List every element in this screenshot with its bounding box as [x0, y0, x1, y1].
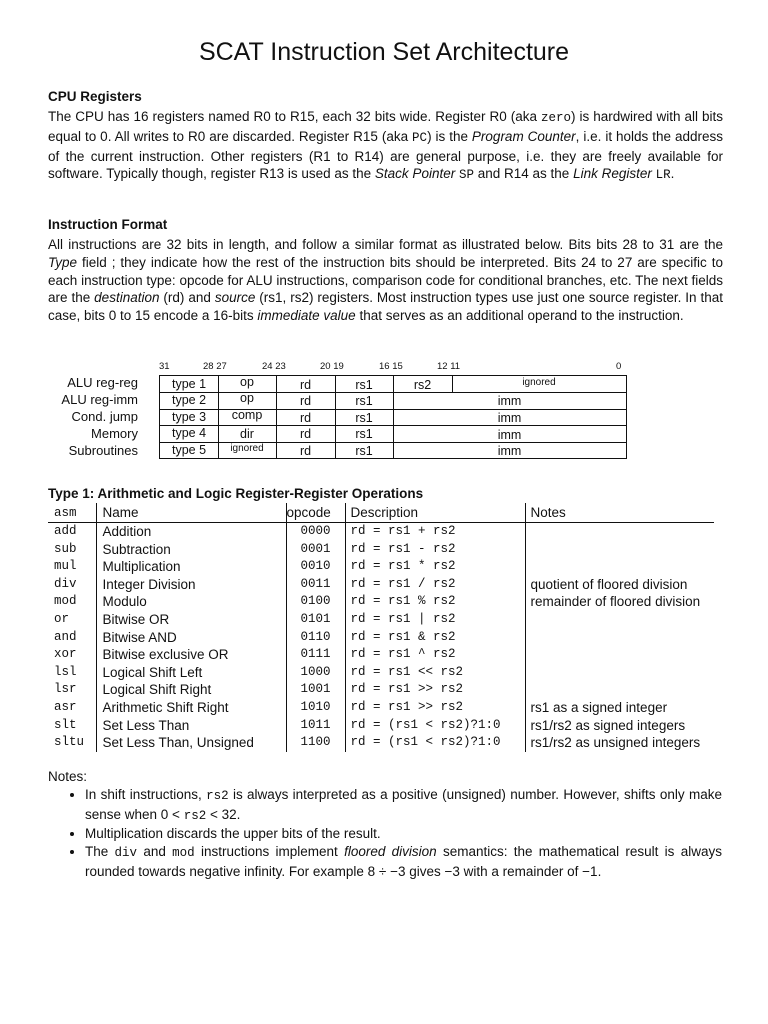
cell-notes — [525, 611, 714, 629]
cell-asm: and — [54, 629, 77, 644]
field-rd: rd — [299, 394, 312, 408]
table-row — [48, 523, 714, 541]
table-row — [48, 558, 714, 576]
cell-name: Bitwise OR — [96, 611, 286, 629]
list-item — [85, 786, 722, 826]
field-rd: rd — [299, 378, 312, 392]
cell-desc: rd = (rs1 < rs2)?1:0 — [345, 734, 525, 752]
notes-section — [48, 768, 722, 881]
field-imm: imm — [497, 428, 522, 442]
cell-opcode: 0001 — [286, 541, 345, 559]
cell-asm: sltu — [54, 735, 85, 750]
field-type: type 1 — [171, 377, 207, 391]
field-rs2: rs2 — [413, 378, 432, 392]
field-rs1: rs1 — [355, 378, 373, 392]
cell-desc: rd = (rs1 < rs2)?1:0 — [345, 717, 525, 735]
field-dir: dir — [240, 427, 254, 441]
field-rs1: rs1 — [355, 444, 373, 458]
cell-notes — [525, 646, 714, 664]
bit-label: 31 — [159, 361, 170, 372]
cell-notes — [525, 523, 714, 541]
table-row — [48, 611, 714, 629]
code-sp: SP — [458, 168, 474, 183]
cell-desc: rd = rs1 << rs2 — [345, 664, 525, 682]
field-rs1: rs1 — [355, 427, 373, 441]
table-row — [48, 576, 714, 594]
cell-asm: lsr — [54, 682, 77, 697]
instruction-format-heading: Instruction Format — [48, 217, 168, 232]
cell-desc: rd = rs1 ^ rs2 — [345, 646, 525, 664]
column-header: Name — [96, 503, 286, 523]
cell-name: Addition — [96, 523, 286, 541]
instruction-format-diagram — [159, 375, 627, 459]
type1-heading: Type 1: Arithmetic and Logic Register-Register Operations — [48, 486, 424, 501]
cell-opcode: 0010 — [286, 558, 345, 576]
table-row — [48, 681, 714, 699]
instruction-format-section — [48, 216, 723, 325]
bit-label: 24 23 — [262, 361, 286, 372]
field-comp: comp — [231, 408, 263, 422]
cell-asm: div — [54, 576, 77, 591]
format-row-label: ALU reg-imm — [61, 392, 138, 407]
table-row — [48, 541, 714, 559]
text: and R14 as the — [474, 166, 574, 182]
type1-table-body — [48, 523, 714, 752]
bit-label: 28 27 — [203, 361, 227, 372]
cell-notes: rs1 as a signed integer — [525, 699, 714, 717]
text: , i.e. it holds the address of the current instruction. Other registers (R1 to R14) are general purpose, i.e. they are freely available for software. Typically though, register R13 is used as the — [48, 128, 723, 182]
bit-label: 20 19 — [320, 361, 344, 372]
table-header-row — [48, 503, 714, 523]
cell-desc: rd = rs1 & rs2 — [345, 629, 525, 647]
cell-name: Logical Shift Right — [96, 681, 286, 699]
format-row-label: ALU reg-reg — [67, 375, 138, 390]
term-floored-division: floored division — [344, 844, 437, 860]
bit-label: 16 15 — [379, 361, 403, 372]
cell-opcode: 0100 — [286, 593, 345, 611]
cell-name: Modulo — [96, 593, 286, 611]
cell-name: Arithmetic Shift Right — [96, 699, 286, 717]
term-destination: destination — [94, 290, 160, 306]
cell-opcode: 0111 — [286, 646, 345, 664]
cell-name: Bitwise AND — [96, 629, 286, 647]
cell-notes: rs1/rs2 as unsigned integers — [525, 734, 714, 752]
list-item — [85, 843, 722, 881]
text: The CPU has 16 registers named R0 to R15, each 32 bits wide. Register R0 (aka — [48, 109, 541, 124]
field-type: type 5 — [171, 443, 207, 457]
code-zero: zero — [541, 111, 572, 125]
text: is always interpreted as a positive (unsigned) number. However, shifts only make sense when 0 < — [85, 786, 722, 822]
code-rs2: rs2 — [206, 788, 229, 803]
term-program-counter: Program Counter — [471, 128, 576, 144]
text: field ; they indicate how the rest of the instruction bits should be interpreted. Bits 24 to 27 are specific to each instruction type: opcode for ALU instructions, comparison code for conditional branches, etc. The next fields are the — [48, 254, 723, 306]
format-row-label: Memory — [91, 426, 138, 441]
text: (rs1, rs2) registers. Most instruction types use just one source register. In that case, bits 0 to 15 encode a 16-bits — [48, 290, 723, 324]
term-link-register: Link Register — [573, 166, 652, 182]
cell-asm: or — [54, 611, 70, 626]
cell-opcode: 0011 — [286, 576, 345, 594]
cell-notes: rs1/rs2 as signed integers — [525, 717, 714, 735]
cpu-registers-paragraph — [48, 108, 723, 185]
table-row — [48, 664, 714, 682]
cell-opcode: 1100 — [286, 734, 345, 752]
cpu-registers-heading: CPU Registers — [48, 89, 142, 104]
cell-opcode: 0000 — [286, 523, 345, 541]
column-header: opcode — [286, 503, 345, 523]
text: (rd) and — [159, 290, 215, 306]
cell-opcode: 1000 — [286, 664, 345, 682]
field-ignored: ignored — [522, 377, 556, 388]
field-type: type 4 — [171, 426, 207, 440]
text: instructions implement — [194, 844, 345, 860]
cell-desc: rd = rs1 - rs2 — [345, 541, 525, 559]
text: ) is hardwired with all bits equal to 0. All writes to R0 are discarded. Register R15 (aka — [48, 109, 723, 144]
cell-notes — [525, 629, 714, 647]
text: semantics: the mathematical result is always rounded towards negative infinity. For example 8 ÷ −3 gives −3 with a remainder of −1. — [85, 844, 722, 879]
term-type: Type — [48, 254, 78, 270]
cell-name: Multiplication — [96, 558, 286, 576]
table-row — [48, 593, 714, 611]
cell-asm: mod — [54, 594, 77, 609]
cell-asm: sub — [54, 541, 77, 556]
field-type: type 3 — [171, 410, 207, 424]
cell-notes — [525, 558, 714, 576]
code-rs2: rs2 — [183, 808, 207, 823]
term-stack-pointer: Stack Pointer — [374, 166, 456, 182]
cell-asm: mul — [54, 559, 77, 574]
cell-notes: quotient of floored division — [525, 576, 714, 594]
text: ) is the — [427, 128, 472, 144]
code-lr: LR — [655, 168, 671, 183]
bit-label: 12 11 — [437, 361, 461, 372]
field-type: type 2 — [171, 393, 207, 407]
text: . — [670, 166, 675, 182]
table-row — [48, 646, 714, 664]
page-title: SCAT Instruction Set Architecture — [198, 38, 570, 66]
cell-asm: xor — [54, 647, 77, 662]
notes-list — [48, 786, 722, 881]
cell-name: Integer Division — [96, 576, 286, 594]
format-row-label: Subroutines — [68, 443, 138, 458]
cell-opcode: 1001 — [286, 681, 345, 699]
cell-desc: rd = rs1 + rs2 — [345, 523, 525, 541]
column-header: asm — [48, 503, 96, 523]
table-row — [48, 734, 714, 752]
code-pc: PC — [412, 130, 428, 145]
field-op: op — [240, 391, 254, 405]
column-header: Notes — [525, 503, 714, 523]
cell-asm: asr — [54, 699, 77, 714]
text: that serves as an additional operand to the instruction. — [355, 308, 684, 324]
field-rd: rd — [299, 427, 312, 441]
cell-asm: slt — [54, 717, 77, 732]
cell-name: Bitwise exclusive OR — [96, 646, 286, 664]
text: The — [85, 844, 115, 860]
cell-desc: rd = rs1 * rs2 — [345, 558, 525, 576]
cell-notes — [525, 664, 714, 682]
cell-desc: rd = rs1 / rs2 — [345, 576, 525, 594]
field-rs1: rs1 — [355, 394, 373, 408]
text: and — [137, 844, 173, 860]
field-op: op — [240, 375, 254, 389]
cell-opcode: 1011 — [286, 717, 345, 735]
field-rd: rd — [299, 411, 312, 425]
list-item: • Multiplication discards the upper bits of the result. — [85, 825, 722, 843]
term-immediate-value: immediate value — [257, 308, 356, 324]
cell-name: Set Less Than, Unsigned — [96, 734, 286, 752]
format-row-label: Cond. jump — [71, 409, 138, 424]
notes-heading: Notes: — [48, 769, 88, 784]
bit-label: 0 — [616, 361, 622, 372]
term-source: source — [214, 290, 256, 306]
code-div: div — [114, 846, 138, 861]
cell-notes — [525, 681, 714, 699]
code-mod: mod — [172, 846, 195, 861]
cell-desc: rd = rs1 | rs2 — [345, 611, 525, 629]
cell-opcode: 0101 — [286, 611, 345, 629]
text: < 32. — [206, 806, 241, 822]
text: All instructions are 32 bits in length, and follow a similar format as illustrated below. Bits bits 28 to 31 are the — [48, 237, 723, 252]
cpu-registers-section — [48, 88, 723, 185]
column-header: Description — [345, 503, 525, 523]
field-rd: rd — [299, 444, 312, 458]
cell-desc: rd = rs1 % rs2 — [345, 593, 525, 611]
field-imm: imm — [497, 411, 522, 425]
cell-opcode: 0110 — [286, 629, 345, 647]
type1-table — [48, 503, 714, 752]
cell-notes: remainder of floored division — [525, 593, 714, 611]
table-row — [48, 629, 714, 647]
cell-asm: lsl — [54, 664, 77, 679]
field-rs1: rs1 — [355, 411, 373, 425]
cell-desc: rd = rs1 >> rs2 — [345, 681, 525, 699]
text: In shift instructions, — [85, 786, 207, 802]
cell-name: Subtraction — [96, 541, 286, 559]
instruction-format-paragraph — [48, 236, 723, 325]
table-row — [48, 699, 714, 717]
field-imm: imm — [497, 444, 522, 458]
cell-asm: add — [54, 524, 77, 538]
field-imm: imm — [497, 394, 522, 408]
cell-opcode: 1010 — [286, 699, 345, 717]
cell-name: Set Less Than — [96, 717, 286, 735]
cell-name: Logical Shift Left — [96, 664, 286, 682]
field-ignored: ignored — [230, 443, 264, 454]
cell-notes — [525, 541, 714, 559]
cell-desc: rd = rs1 >> rs2 — [345, 699, 525, 717]
table-row — [48, 717, 714, 735]
